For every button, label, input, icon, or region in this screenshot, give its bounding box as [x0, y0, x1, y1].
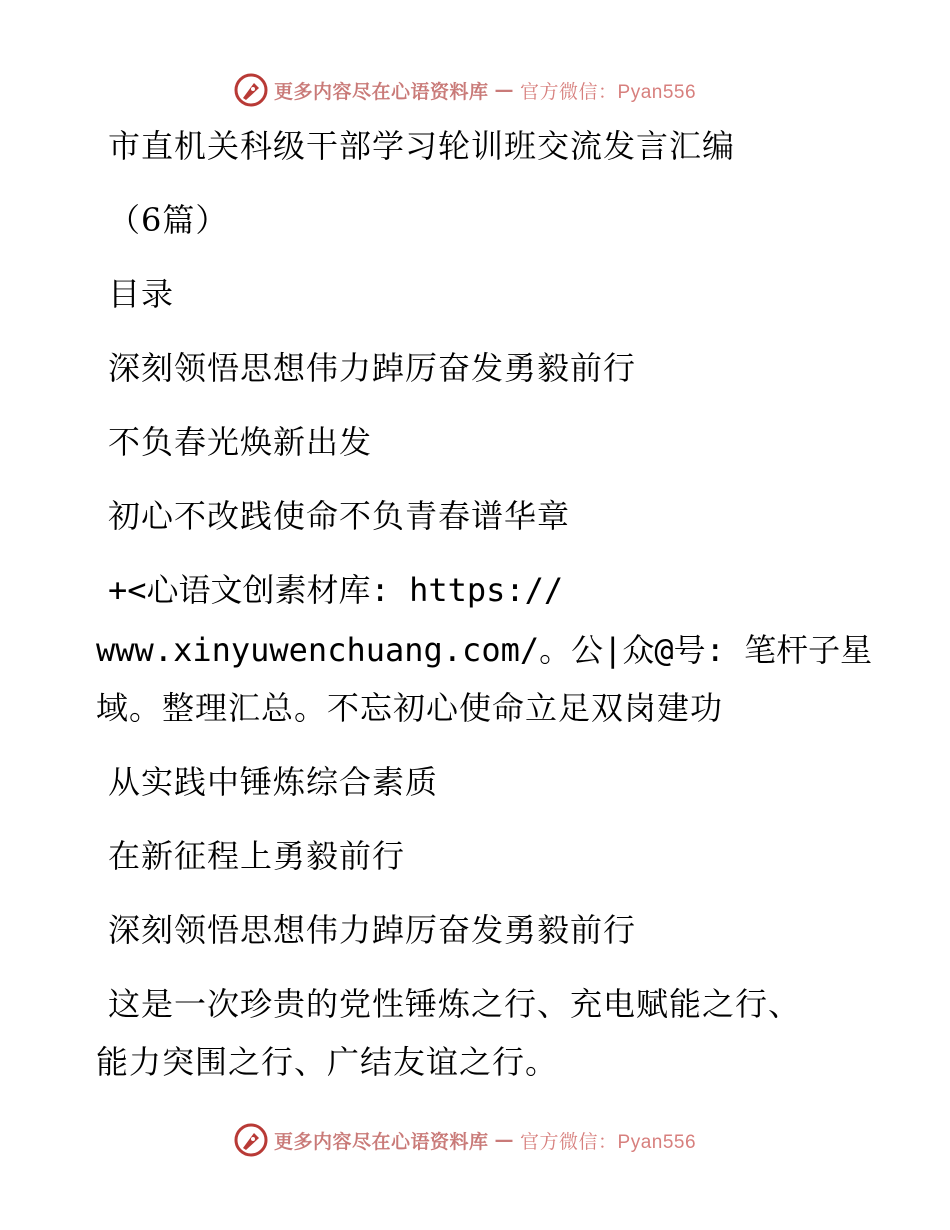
paragraph-line: 这是一次珍贵的党性锤炼之行、充电赋能之行、 — [108, 985, 802, 1023]
promo-line: +<心语文创素材库: https:// — [108, 571, 564, 609]
section-title: 深刻领悟思想伟力踔厉奋发勇毅前行 — [108, 911, 637, 949]
footer-watermark-banner — [234, 1122, 696, 1158]
promo-line: www.xinyuwenchuang.com/。公|众@号: 笔杆子星 — [96, 631, 873, 669]
banner-text: 更多内容尽在心语资料库 — [274, 1130, 489, 1153]
promo-line: 域。整理汇总。不忘初心使命立足双岗建功 — [96, 689, 724, 727]
banner-separator: — — [494, 79, 515, 101]
toc-item: 从实践中锤炼综合素质 — [108, 763, 439, 801]
toc-heading: 目录 — [108, 275, 175, 313]
toc-item: 初心不改践使命不负青春谱华章 — [108, 497, 571, 535]
banner-wechat: 官方微信：Pyan556 — [520, 1131, 697, 1153]
toc-item: 深刻领悟思想伟力踔厉奋发勇毅前行 — [108, 349, 637, 387]
document-title: 市直机关科级干部学习轮训班交流发言汇编 — [108, 127, 736, 165]
pen-nib-logo-icon — [234, 73, 268, 107]
pen-nib-logo-icon — [234, 1123, 268, 1157]
paragraph-line: 能力突围之行、广结友谊之行。 — [96, 1043, 559, 1081]
document-title-count: （6篇） — [108, 201, 229, 239]
toc-item: 在新征程上勇毅前行 — [108, 837, 406, 875]
banner-separator: — — [494, 1129, 515, 1151]
header-watermark-banner — [234, 72, 696, 108]
banner-text: 更多内容尽在心语资料库 — [274, 80, 489, 103]
toc-item: 不负春光焕新出发 — [108, 423, 373, 461]
banner-wechat: 官方微信：Pyan556 — [520, 81, 697, 103]
